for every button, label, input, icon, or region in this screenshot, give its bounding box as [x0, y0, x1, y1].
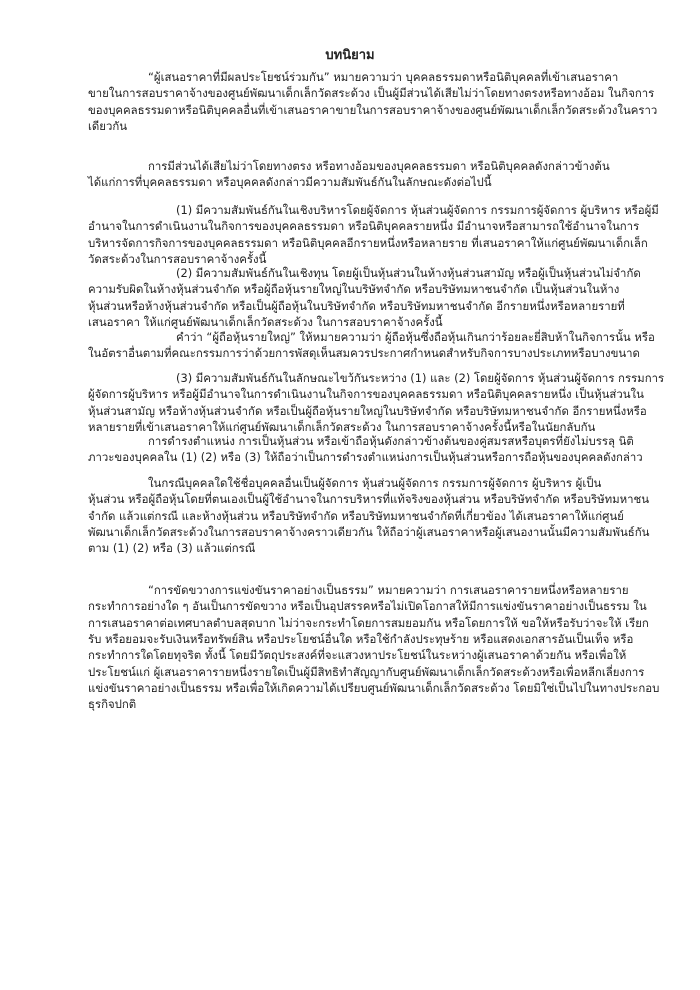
text-line: แข่งขันราคาอย่างเป็นธรรม หรือเพื่อให้เกิดความได้เปรียบศูนย์พัฒนาเด็กเล็กวัดสระด้วง โดยมิใช่เป็นไปในทางประกอบ	[88, 680, 660, 695]
text-line: พัฒนาเด็กเล็กวัดสระด้วงในการสอบราคาจ้างคราวเดียวกัน ให้ถือว่าผู้เสนอราคาหรือผู้เสนองานนั้นมีความสัมพันธ์กัน	[88, 524, 650, 539]
text-line: หุ้นส่วนสามัญ หรือห้างหุ้นส่วนจำกัด หรือเป็นผู้ถือหุ้นรายใหญ่ในบริษัทจำกัด หรือบริษัทมหาชนจำกัด อีกรายหนึ่งหรือ	[88, 403, 647, 418]
text-line: ผู้จัดการผู้บริหาร หรือผู้มีอำนาจในการดำเนินงานในกิจการของบุคคลธรรมดา หรือนิติบุคคลรายหนึ่ง เป็นหุ้นส่วนใน	[88, 387, 644, 402]
text-line: ในกรณีบุคคลใดใช้ชื่อบุคคลอื่นเป็นผู้จัดการ หุ้นส่วนผู้จัดการ กรรมการผู้จัดการ ผู้บริหาร ผู้เป็น	[148, 476, 602, 490]
text-line: (2) มีความสัมพันธ์กันในเชิงทุน โดยผู้เป็นหุ้นส่วนในห้างหุ้นส่วนสามัญ หรือผู้เป็นหุ้นส่วนไม่จำกัด	[176, 266, 641, 280]
text-line: ภาวะของบุคคลใน (1) (2) หรือ (3) ให้ถือว่าเป็นการดำรงตำแหน่งการเป็นหุ้นส่วนหรือการถือหุ้นของบุคคลดังกล่าว	[88, 450, 643, 465]
text-line: ในอัตราอื่นตามที่คณะกรรมการว่าด้วยการพัสดุเห็นสมควรประกาศกำหนดสำหรับกิจการบางประเภทหรือบางขนาด	[88, 346, 640, 361]
text-line: คำว่า “ผู้ถือหุ้นรายใหญ่” ให้หมายความว่า ผู้ถือหุ้นซึ่งถือหุ้นเกินกว่าร้อยละยี่สิบห้าในกิจการนั้น หรือ	[176, 330, 655, 344]
text-line: กระทำการใดโดยทุจริต ทั้งนี้ โดยมีวัตถุประสงค์ที่จะแสวงหาประโยชน์ในระหว่างผู้เสนอราคาด้วยกัน หรือเพื่อให้	[88, 648, 627, 663]
text-line: จำกัด แล้วแต่กรณี และห้างหุ้นส่วน หรือบริษัทจำกัด หรือบริษัทมหาชนจำกัดที่เกี่ยวข้อง ได้เสนอราคาให้แก่ศูนย์	[88, 508, 624, 523]
text-line: หุ้นส่วนหรือห้างหุ้นส่วนจำกัด หรือเป็นผู้ถือหุ้นในบริษัทจำกัด หรือบริษัทมหาชนจำกัด อีกรายหนึ่งหรือหลายรายที่	[88, 298, 625, 313]
text-line: การมีส่วนได้เสียไม่ว่าโดยทางตรง หรือทางอ้อมของบุคคลธรรมดา หรือนิติบุคคลดังกล่าวข้างต้น	[148, 159, 610, 173]
text-line: การดำรงตำแหน่ง การเป็นหุ้นส่วน หรือเข้าถือหุ้นดังกล่าวข้างต้นของคู่สมรสหรือบุตรที่ยังไม่บรรลุ นิติ	[148, 434, 634, 448]
text-line: (1) มีความสัมพันธ์กันในเชิงบริหารโดยผู้จัดการ หุ้นส่วนผู้จัดการ กรรมการผู้จัดการ ผู้บริหาร หรือผู้มี	[176, 203, 659, 217]
text-line: รับ หรือยอมจะรับเงินหรือทรัพย์สิน หรือประโยชน์อื่นใด หรือใช้กำลังประทุษร้าย หรือแสดงเอกสารอันเป็นเท็จ หรือ	[88, 631, 634, 646]
text-line: เสนอราคา ให้แก่ศูนย์พัฒนาเด็กเล็กวัดสระด้วง ในการสอบราคาจ้างครั้งนี้	[88, 314, 443, 329]
text-line: ตาม (1) (2) หรือ (3) แล้วแต่กรณี	[88, 541, 256, 556]
text-line: “การขัดขวางการแข่งขันราคาอย่างเป็นธรรม” หมายความว่า การเสนอราคารายหนึ่งหรือหลายราย	[148, 583, 629, 597]
text-line: หุ้นส่วน หรือผู้ถือหุ้นโดยที่ตนเองเป็นผู้ใช้อำนาจในการบริหารที่แท้จริงของหุ้นส่วน หรือบริษัทจำกัด หรือบริษัทมหาชน	[88, 492, 650, 507]
text-line: อำนาจในการดำเนินงานในกิจการของบุคคลธรรมดา หรือนิติบุคคลรายหนึ่ง มีอำนาจหรือสามารถใช้อำนาจในการ	[88, 219, 640, 234]
text-line: (3) มีความสัมพันธ์กันในลักษณะไขว้กันระหว่าง (1) และ (2) โดยผู้จัดการ หุ้นส่วนผู้จัดการ กรรมการ	[176, 371, 665, 385]
text-line: ธุรกิจปกติ	[88, 697, 137, 712]
text-line: วัดสระด้วงในการสอบราคาจ้างครั้งนี้	[88, 251, 267, 266]
text-line: หลายรายที่เข้าเสนอราคาให้แก่ศูนย์พัฒนาเด็กเล็กวัดสระด้วง ในการสอบราคาจ้างครั้งนี้หรือในนัยกลับกัน	[88, 419, 596, 434]
text-line: ขายในการสอบราคาจ้างของศูนย์พัฒนาเด็กเล็กวัดสระด้วง เป็นผู้มีส่วนได้เสียไม่ว่าโดยทางตรงหรือทางอ้อม ในกิจการ	[88, 86, 655, 101]
page-title: บทนิยาม	[325, 48, 375, 63]
text-line: ประโยชน์แก่ ผู้เสนอราคารายหนึ่งรายใดเป็นผู้มีสิทธิทำสัญญากับศูนย์พัฒนาเด็กเล็กวัดสระด้วงหรือเพื่อหลีกเลี่ยงการ	[88, 664, 645, 679]
text-line: ความรับผิดในห้างหุ้นส่วนจำกัด หรือผู้ถือหุ้นรายใหญ่ในบริษัทจำกัด หรือบริษัทมหาชนจำกัด เป็นหุ้นส่วนในห้าง	[88, 282, 620, 297]
text-line: เดียวกัน	[88, 118, 128, 133]
text-line: ได้แก่การที่บุคคลธรรมดา หรือบุคคลดังกล่าวมีความสัมพันธ์กันในลักษณะดังต่อไปนี้	[88, 175, 492, 190]
text-line: “ผู้เสนอราคาที่มีผลประโยชน์ร่วมกัน” หมายความว่า บุคคลธรรมดาหรือนิติบุคคลที่เข้าเสนอราคา	[148, 70, 619, 84]
text-line: กระทำการอย่างใด ๆ อันเป็นการขัดขวาง หรือเป็นอุปสรรคหรือไม่เปิดโอกาสให้มีการแข่งขันราคาอย่างเป็นธรรม ใน	[88, 599, 647, 614]
text-line: บริหารจัดการกิจการของบุคคลธรรมดา หรือนิติบุคคลอีกรายหนึ่งหรือหลายราย ที่เสนอราคาให้แก่ศูนย์พัฒนาเด็กเล็ก	[88, 235, 648, 250]
text-line: การเสนอราคาต่อเทศบาลตำบลสุดบาก ไม่ว่าจะกระทำโดยการสมยอมกัน หรือโดยการให้ ขอให้หรือรับว่าจะให้ เรียก	[88, 615, 649, 630]
text-line: ของบุคคลธรรมดาหรือนิติบุคคลอื่นที่เข้าเสนอราคาขายในการสอบราคาจ้างของศูนย์พัฒนาเด็กเล็กวัดสระด้วงในคราว	[88, 102, 658, 117]
